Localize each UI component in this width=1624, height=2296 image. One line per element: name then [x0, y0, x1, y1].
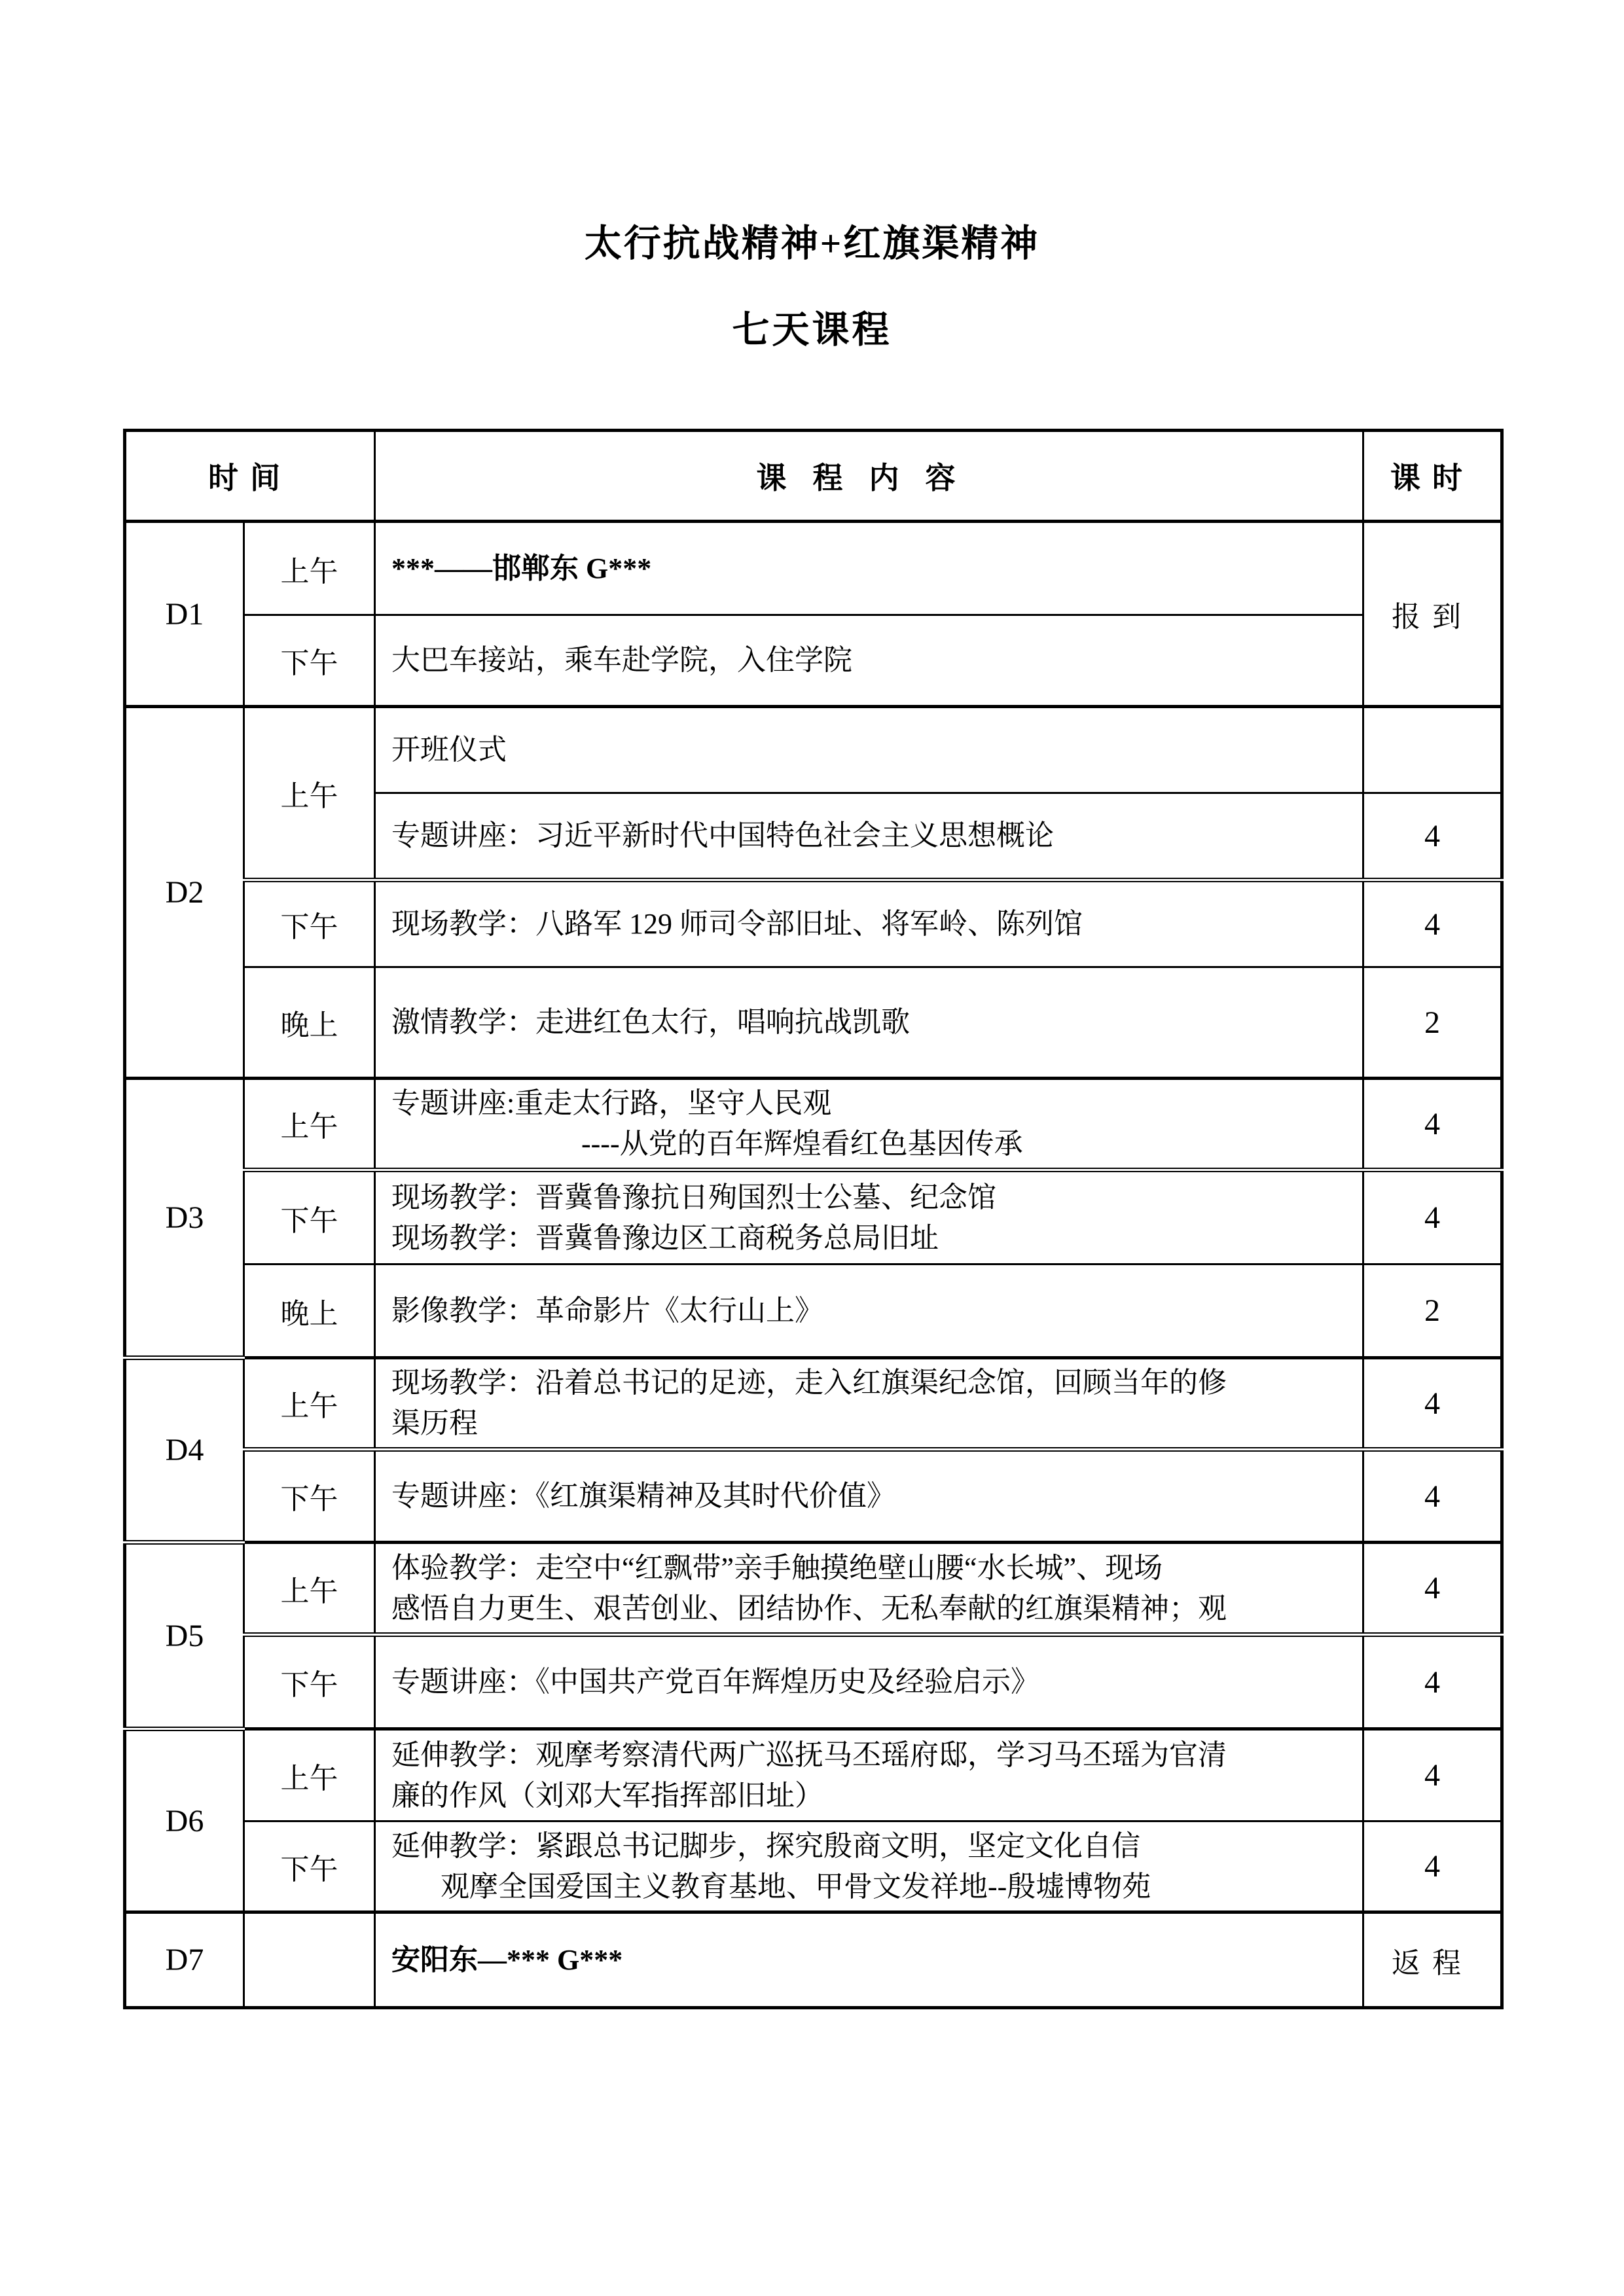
content-line: 安阳东—*** G***: [391, 1943, 623, 1976]
hours-cell: 4: [1363, 1170, 1502, 1265]
day-cell: D3: [125, 1079, 244, 1358]
time-cell: 下午: [244, 880, 375, 967]
hours-cell: 4: [1363, 880, 1502, 967]
content-line: 体验教学：走空中“红飘带”亲手触摸绝壁山腰“水长城”、现场: [391, 1551, 1163, 1584]
content-cell: [375, 1450, 1363, 1543]
table-row: [125, 1358, 1502, 1450]
hours-cell: 2: [1363, 967, 1502, 1079]
header-content-cell: 课程内容: [375, 431, 1363, 522]
time-cell: 上午: [244, 707, 375, 880]
content-line: 延伸教学：紧跟总书记脚步，探究殷商文明，坚定文化自信: [391, 1829, 1140, 1862]
content-cell: [375, 1358, 1363, 1450]
day-cell: D4: [125, 1358, 244, 1543]
time-cell: 上午: [244, 1543, 375, 1635]
table-row: [125, 615, 1502, 707]
content-line: ***——邯郸东 G***: [391, 552, 652, 584]
hours-cell: [1363, 707, 1502, 793]
header-time-cell: 时间: [125, 431, 375, 522]
table-row: [125, 967, 1502, 1079]
content-cell: [375, 1265, 1363, 1358]
day-cell: D5: [125, 1543, 244, 1729]
time-cell: 下午: [244, 1450, 375, 1543]
content-line: 观摩全国爱国主义教育基地、甲骨文发祥地--殷墟博物苑: [441, 1870, 1151, 1903]
table-row: [125, 1635, 1502, 1729]
table-row: [125, 1912, 1502, 2008]
content-line: 开班仪式: [391, 734, 507, 766]
content-line: 专题讲座：《红旗渠精神及其时代价值》: [391, 1480, 895, 1512]
time-cell: [244, 1912, 375, 2008]
hours-cell: 4: [1363, 1635, 1502, 1729]
hours-cell: 4: [1363, 1450, 1502, 1543]
content-line: 现场教学：晋冀鲁豫抗日殉国烈士公墓、纪念馆: [391, 1181, 996, 1213]
table-row: [125, 707, 1502, 793]
content-cell: [375, 522, 1363, 615]
hours-label-cell: 返程: [1363, 1912, 1502, 2008]
day-cell: D2: [125, 707, 244, 1079]
hours-cell: 4: [1363, 1821, 1502, 1912]
time-cell: 下午: [244, 1635, 375, 1729]
content-cell: [375, 1079, 1363, 1170]
content-line: 延伸教学：观摩考察清代两广巡抚马丕瑶府邸，学习马丕瑶为官清: [391, 1738, 1227, 1771]
hours-cell: 4: [1363, 793, 1502, 880]
content-cell: [375, 967, 1363, 1079]
table-row: [125, 1079, 1502, 1170]
content-cell: [375, 1729, 1363, 1821]
table-row: [125, 1450, 1502, 1543]
table-row: [125, 1543, 1502, 1635]
time-cell: 上午: [244, 522, 375, 615]
content-cell: [375, 707, 1363, 793]
page-subtitle: 七天课程: [732, 310, 892, 351]
time-cell: 下午: [244, 615, 375, 707]
content-line: 渠历程: [391, 1407, 478, 1439]
header-row: [125, 431, 1502, 522]
time-cell: 上午: [244, 1358, 375, 1450]
content-cell: [375, 1821, 1363, 1912]
content-line: 现场教学：沿着总书记的足迹，走入红旗渠纪念馆，回顾当年的修: [391, 1367, 1227, 1399]
content-line: 廉的作风（刘邓大军指挥部旧址）: [391, 1779, 823, 1812]
content-cell: [375, 1635, 1363, 1729]
hours-cell: 4: [1363, 1358, 1502, 1450]
hours-cell: 4: [1363, 1079, 1502, 1170]
hours-cell: 4: [1363, 1543, 1502, 1635]
content-cell: [375, 615, 1363, 707]
table-row: [125, 1265, 1502, 1358]
day-cell: D6: [125, 1729, 244, 1912]
time-cell: 晚上: [244, 1265, 375, 1358]
content-line: 专题讲座：《中国共产党百年辉煌历史及经验启示》: [391, 1666, 1039, 1698]
time-cell: 上午: [244, 1079, 375, 1170]
table-row: [125, 880, 1502, 967]
content-line: 专题讲座:重走太行路，坚守人民观: [391, 1087, 832, 1119]
content-line: 专题讲座：习近平新时代中国特色社会主义思想概论: [391, 819, 1054, 852]
hours-cell: 4: [1363, 1729, 1502, 1821]
content-line: 激情教学：走进红色太行，唱响抗战凯歌: [391, 1006, 910, 1038]
hours-label-cell: 报到: [1363, 522, 1502, 707]
content-cell: [375, 1543, 1363, 1635]
schedule-table: [123, 429, 1504, 2009]
time-cell: 下午: [244, 1821, 375, 1912]
content-line: 影像教学：革命影片《太行山上》: [391, 1294, 823, 1327]
table-row: [125, 1821, 1502, 1912]
table-row: [125, 1729, 1502, 1821]
time-cell: 晚上: [244, 967, 375, 1079]
content-line: 大巴车接站，乘车赴学院，入住学院: [391, 644, 852, 676]
time-cell: 下午: [244, 1170, 375, 1265]
content-cell: [375, 793, 1363, 880]
content-line: 感悟自力更生、艰苦创业、团结协作、无私奉献的红旗渠精神；观: [391, 1592, 1227, 1624]
content-line: ----从党的百年辉煌看红色基因传承: [581, 1128, 1023, 1160]
content-line: 现场教学：八路军 129 师司令部旧址、将军岭、陈列馆: [391, 908, 1083, 940]
day-cell: D1: [125, 522, 244, 707]
page-title: 太行抗战精神+红旗渠精神: [584, 223, 1040, 264]
table-row: [125, 1170, 1502, 1265]
content-cell: [375, 1912, 1363, 2008]
content-line: 现场教学：晋冀鲁豫边区工商税务总局旧址: [391, 1221, 939, 1254]
day-cell: D7: [125, 1912, 244, 2008]
hours-cell: 2: [1363, 1265, 1502, 1358]
header-hours-cell: 课时: [1363, 431, 1502, 522]
table-row: [125, 522, 1502, 615]
content-cell: [375, 1170, 1363, 1265]
content-cell: [375, 880, 1363, 967]
time-cell: 上午: [244, 1729, 375, 1821]
